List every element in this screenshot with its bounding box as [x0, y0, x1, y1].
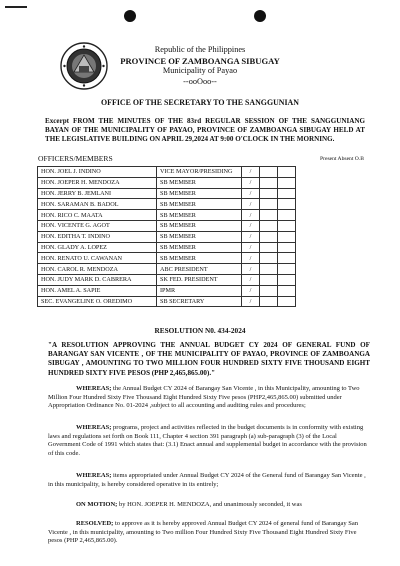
- on-motion-paragraph: [48, 501, 370, 510]
- punch-hole-left: [124, 10, 136, 22]
- present-absent-label: Present Absent O.B: [320, 156, 364, 162]
- absent-cell: [260, 274, 278, 285]
- member-name: SEC. EVANGELINE O. OREDIMO: [38, 296, 157, 307]
- ob-cell: [278, 253, 296, 264]
- member-row: [38, 210, 296, 221]
- member-position: SB MEMBER: [157, 210, 242, 221]
- member-row: [38, 264, 296, 275]
- member-name: HON. AMEL A. SAPIE: [38, 285, 157, 296]
- whereas-paragraph-1: [48, 385, 370, 411]
- absent-cell: [260, 220, 278, 231]
- resolution-number: RESOLUTION N0. 434-2024: [154, 326, 246, 335]
- member-row: [38, 220, 296, 231]
- member-name: HON. JERRY B. JEMLANI: [38, 188, 157, 199]
- present-mark: /: [242, 274, 260, 285]
- whereas-paragraph-3: [48, 472, 370, 489]
- paragraph-lead: RESOLVED;: [76, 520, 114, 527]
- ob-cell: [278, 285, 296, 296]
- member-row: [38, 199, 296, 210]
- member-position: SB MEMBER: [157, 220, 242, 231]
- member-position: SB MEMBER: [157, 177, 242, 188]
- member-row: [38, 188, 296, 199]
- republic-line: Republic of the Philippines: [154, 45, 246, 54]
- member-row: [38, 296, 296, 307]
- member-position: ABC PRESIDENT: [157, 264, 242, 275]
- whereas-paragraph-2: [48, 424, 370, 459]
- ob-cell: [278, 220, 296, 231]
- ob-cell: [278, 167, 296, 178]
- paragraph-text: programs, project and activities reflected in the budget documents is in conformity with existing laws and regulations set forth on Book 111, Chapter 4 section 391 paragraph (a) sub-paragraph (3) of the Local Government Code of 1991 which states that: (3.1) Enact annual and supplemental budget in accordance with the provision of this code.: [48, 424, 367, 458]
- paragraph-lead: WHEREAS;: [76, 424, 112, 431]
- member-row: [38, 231, 296, 242]
- member-name: HON. RICO C. MAATA: [38, 210, 157, 221]
- absent-cell: [260, 231, 278, 242]
- paragraph-text: by HON. JOEPER H. MENDOZA, and unanimously seconded, it was: [117, 501, 302, 508]
- member-row: [38, 167, 296, 178]
- paragraph-text: items appropriated under Annual Budget CY 2024 of the General fund of Barangay San Vicente , in this municipality, is hereby considered operative in its entirely;: [48, 472, 366, 488]
- present-mark: /: [242, 231, 260, 242]
- paragraph-lead: ON MOTION;: [76, 501, 118, 508]
- absent-cell: [260, 188, 278, 199]
- paragraph-text: to approve as it is hereby approved Annual Budget CY 2024 of general fund of Barangay San Vicente , in this municipality, amounting to Two million Four Hundred Sixty Five Thousand Eight Hundred Sixty Five pesos (PHP 2,465,865.00).: [48, 520, 359, 545]
- paragraph-lead: WHEREAS;: [76, 385, 112, 392]
- province-line: PROVINCE OF ZAMBOANGA SIBUGAY: [120, 55, 280, 66]
- member-name: HON. SARAMAN B. BADOL: [38, 199, 157, 210]
- member-row: [38, 242, 296, 253]
- municipality-line: Municipality of Payao: [162, 66, 238, 76]
- ob-cell: [278, 264, 296, 275]
- present-mark: /: [242, 296, 260, 307]
- present-mark: /: [242, 167, 260, 178]
- member-name: HON. JOEPER H. MENDOZA: [38, 177, 157, 188]
- member-position: SB MEMBER: [157, 199, 242, 210]
- member-position: SB MEMBER: [157, 253, 242, 264]
- absent-cell: [260, 253, 278, 264]
- member-position: SB SECRETARY: [157, 296, 242, 307]
- member-row: [38, 285, 296, 296]
- member-row: [38, 274, 296, 285]
- paragraph-lead: WHEREAS;: [76, 472, 112, 479]
- ob-cell: [278, 274, 296, 285]
- ob-cell: [278, 210, 296, 221]
- absent-cell: [260, 264, 278, 275]
- absent-cell: [260, 242, 278, 253]
- ob-cell: [278, 296, 296, 307]
- present-mark: /: [242, 253, 260, 264]
- officers-members-label: OFFICERS/MEMBERS: [38, 154, 113, 163]
- punch-hole-right: [254, 10, 266, 22]
- resolved-paragraph: [48, 520, 370, 546]
- member-name: HON. GLADY A. LOPEZ: [38, 242, 157, 253]
- top-left-dash: [5, 6, 27, 8]
- member-position: SK FED. PRESIDENT: [157, 274, 242, 285]
- absent-cell: [260, 199, 278, 210]
- member-name: HON. EDITHA T. INDINO: [38, 231, 157, 242]
- absent-cell: [260, 167, 278, 178]
- present-mark: /: [242, 210, 260, 221]
- member-position: SB MEMBER: [157, 242, 242, 253]
- letterhead: [0, 45, 400, 87]
- present-mark: /: [242, 199, 260, 210]
- ob-cell: [278, 242, 296, 253]
- member-position: SB MEMBER: [157, 231, 242, 242]
- present-mark: /: [242, 242, 260, 253]
- ob-cell: [278, 188, 296, 199]
- excerpt-heading: Excerpt FROM THE MINUTES OF THE 83rd REGULAR SESSION OF THE SANGGUNIANG BAYAN OF THE MUNICIPALITY OF PAYAO, PROVINCE OF ZAMBOANGA SIBUGAY HELD AT THE LEGISLATIVE BUILDING ON APRIL 29,2024 AT 9:00 O'CLOCK IN THE MORNING.: [45, 117, 365, 144]
- absent-cell: [260, 177, 278, 188]
- office-title: OFFICE OF THE SECRETARY TO THE SANGGUNIAN: [101, 98, 299, 107]
- member-row: [38, 177, 296, 188]
- present-mark: /: [242, 188, 260, 199]
- member-name: HON. JOEL J. INDINO: [38, 167, 157, 178]
- absent-cell: [260, 296, 278, 307]
- resolution-title: "A RESOLUTION APPROVING THE ANNUAL BUDGET CY 2024 OF GENERAL FUND OF BARANGAY SAN VICENTE , OF THE MUNICIPALITY OF PAYAO, PROVINCE OF ZAMBOANGA SIBUGAY , AMOUNTING TO TWO MILLION FOUR HUNDRED SIXTY FIVE THOUSAND EIGHT HUNDRED SIXTY FIVE PESOS (PHP 2,465,865.00).": [48, 341, 370, 377]
- members-table: [37, 166, 296, 307]
- ornament-line: --ooOoo--: [183, 76, 217, 86]
- member-row: [38, 253, 296, 264]
- member-position: SB MEMBER: [157, 188, 242, 199]
- present-mark: /: [242, 220, 260, 231]
- member-name: HON. CAROL R. MENDOZA: [38, 264, 157, 275]
- present-mark: /: [242, 264, 260, 275]
- present-mark: /: [242, 285, 260, 296]
- absent-cell: [260, 210, 278, 221]
- member-position: VICE MAYOR/PRESIDING: [157, 167, 242, 178]
- present-mark: /: [242, 177, 260, 188]
- member-name: HON. JUDY MARK D. CABRERA: [38, 274, 157, 285]
- paragraph-text: the Annual Budget CY 2024 of Barangay San Vicente , in this Municipality, amounting to Two Million Four Hundred Sixty Five Thousand Eight Hundred Sixty Five pesos (PHP2,465,865.00) submitted under Appropriation Ordinance No. 01-2024 ,subject to all accounting and auditing rules and procedures;: [48, 385, 360, 410]
- ob-cell: [278, 177, 296, 188]
- ob-cell: [278, 199, 296, 210]
- member-name: HON. RENATO U. CAWANAN: [38, 253, 157, 264]
- absent-cell: [260, 285, 278, 296]
- member-name: HON. VICENTE G. AGOT: [38, 220, 157, 231]
- member-position: IPMR: [157, 285, 242, 296]
- ob-cell: [278, 231, 296, 242]
